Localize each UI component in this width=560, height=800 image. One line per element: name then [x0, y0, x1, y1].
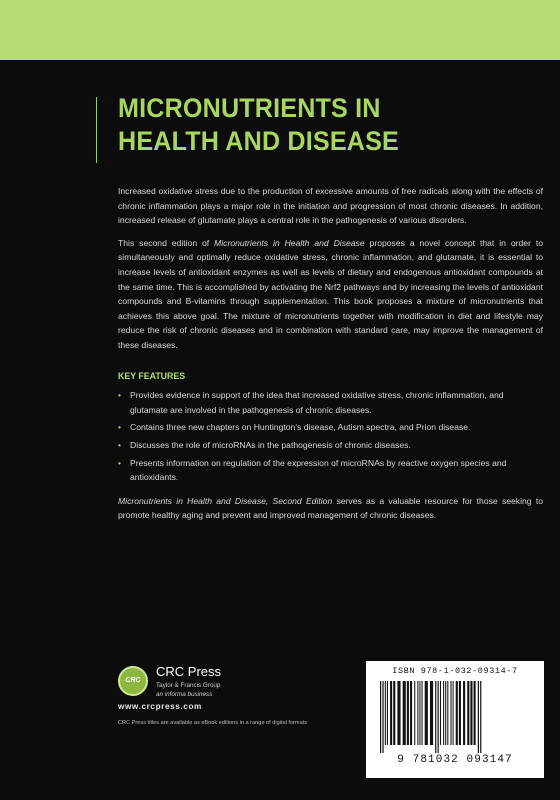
closing-rest: serves as a valuable resource for those seeking to promote healthy aging and prevent and improved management of chronic diseases. — [118, 495, 543, 521]
barcode-bar — [393, 681, 395, 745]
paragraph-2-lead: This second edition of — [118, 237, 215, 248]
feature-text: Contains three new chapters on Huntington’s disease, Autism spectra, and Prion disease. — [130, 422, 471, 433]
barcode-bar — [410, 681, 412, 745]
isbn-barcode-box — [366, 661, 544, 778]
closing-paragraph — [118, 494, 543, 523]
barcode-bar — [463, 681, 465, 745]
barcode-bar — [425, 681, 428, 745]
barcode-bar — [478, 681, 479, 753]
publisher-url: www.crcpress.com — [118, 702, 202, 711]
key-features-heading: KEY FEATURES — [118, 370, 186, 381]
barcode-bar — [380, 681, 381, 753]
barcode-bar — [382, 681, 383, 753]
description-paragraph-2 — [118, 236, 543, 353]
bullet-icon: • — [118, 457, 122, 468]
barcode-bar — [456, 681, 458, 745]
barcode-bar — [467, 681, 469, 745]
title-line-1: MICRONUTRIENTS IN — [118, 93, 381, 123]
publisher-name: CRC Press — [156, 664, 222, 679]
bullet-icon: • — [118, 439, 122, 450]
isbn-number: ISBN 978-1-032-09314-7 — [392, 666, 518, 676]
barcode-bar — [445, 681, 446, 745]
barcode-bar — [480, 681, 481, 753]
barcode-bar — [430, 681, 433, 745]
bullet-icon: • — [118, 390, 122, 401]
barcode-digits: 9 781032 093147 — [397, 754, 513, 766]
barcode-bar — [450, 681, 451, 745]
back-cover-text — [118, 184, 543, 531]
key-features-list — [118, 388, 543, 485]
barcode-bar — [440, 681, 441, 745]
barcode-bar — [419, 681, 420, 745]
barcode-bar — [443, 681, 444, 745]
barcode-bar — [447, 681, 448, 745]
feature-item — [118, 420, 543, 435]
publisher-subline: an informa business — [156, 691, 213, 698]
title-rule-line — [96, 97, 97, 163]
barcode-bar — [453, 681, 454, 745]
barcode-bar — [403, 681, 406, 745]
feature-item — [118, 388, 543, 417]
closing-book-title: Micronutrients in Health and Disease, Second Edition — [118, 495, 333, 506]
paragraph-2-rest: proposes a novel concept that in order to simultaneously and optimally reduce oxidative stress, chronic inflammation, and glutamate, it is essential to increase levels of antioxidant enzymes as well as levels of dietary and endogenous antioxidant compounds at the same time. This is accomplished by activating the Nrf2 pathways and by increasing the levels of antioxidant compounds and B-vitamins through supplementation. This book proposes a mixture of micronutrients that achieves this above goal. The mixture of micronutrients together with modification in diet and lifestyle may reduce the risk of chronic diseases and in combination with standard care, may improve the management of these diseases. — [118, 237, 543, 350]
barcode-bar — [474, 681, 476, 745]
barcode-icon — [378, 681, 532, 753]
barcode-bar — [417, 681, 418, 745]
feature-item — [118, 456, 543, 485]
book-title — [118, 92, 509, 158]
barcode-bar — [470, 681, 472, 745]
feature-text: Discusses the role of microRNAs in the pathogenesis of chronic diseases. — [130, 439, 411, 450]
barcode-bar — [422, 681, 423, 745]
publisher-group: Taylor & Francis Group — [156, 682, 221, 689]
feature-text: Provides evidence in support of the idea that increased oxidative stress, chronic inflammation, and glutamate are involved in the pathogenesis of chronic diseases. — [130, 390, 504, 415]
title-line-2: HEALTH AND DISEASE — [118, 126, 399, 156]
barcode-bar — [414, 681, 415, 745]
ebook-availability-note: CRC Press titles are available as eBook editions in a range of digital formats — [118, 720, 308, 726]
bullet-icon: • — [118, 422, 122, 433]
barcode-bar — [387, 681, 388, 745]
feature-item — [118, 438, 543, 453]
paragraph-2-book-title: Micronutrients in Health and Disease — [214, 237, 365, 248]
crc-logo-icon: CRC — [118, 666, 148, 696]
feature-text: Presents information on regulation of the expression of microRNAs by reactive oxygen species and antioxidants. — [130, 457, 507, 483]
barcode-bar — [390, 681, 392, 745]
top-color-band — [0, 0, 560, 60]
barcode-bar — [397, 681, 400, 745]
description-paragraph-1: Increased oxidative stress due to the production of excessive amounts of free radicals along with the effects of chronic inflammation plays a major role in the initiation and progression of most chronic diseases. In addition, increased release of glutamate plays a central role in the pathogenesis of various disorders. — [118, 186, 543, 226]
barcode-bar — [407, 681, 409, 745]
barcode-bar — [459, 681, 461, 745]
barcode-bar — [438, 681, 439, 753]
barcode-bar — [385, 681, 386, 745]
barcode-bar — [435, 681, 436, 753]
